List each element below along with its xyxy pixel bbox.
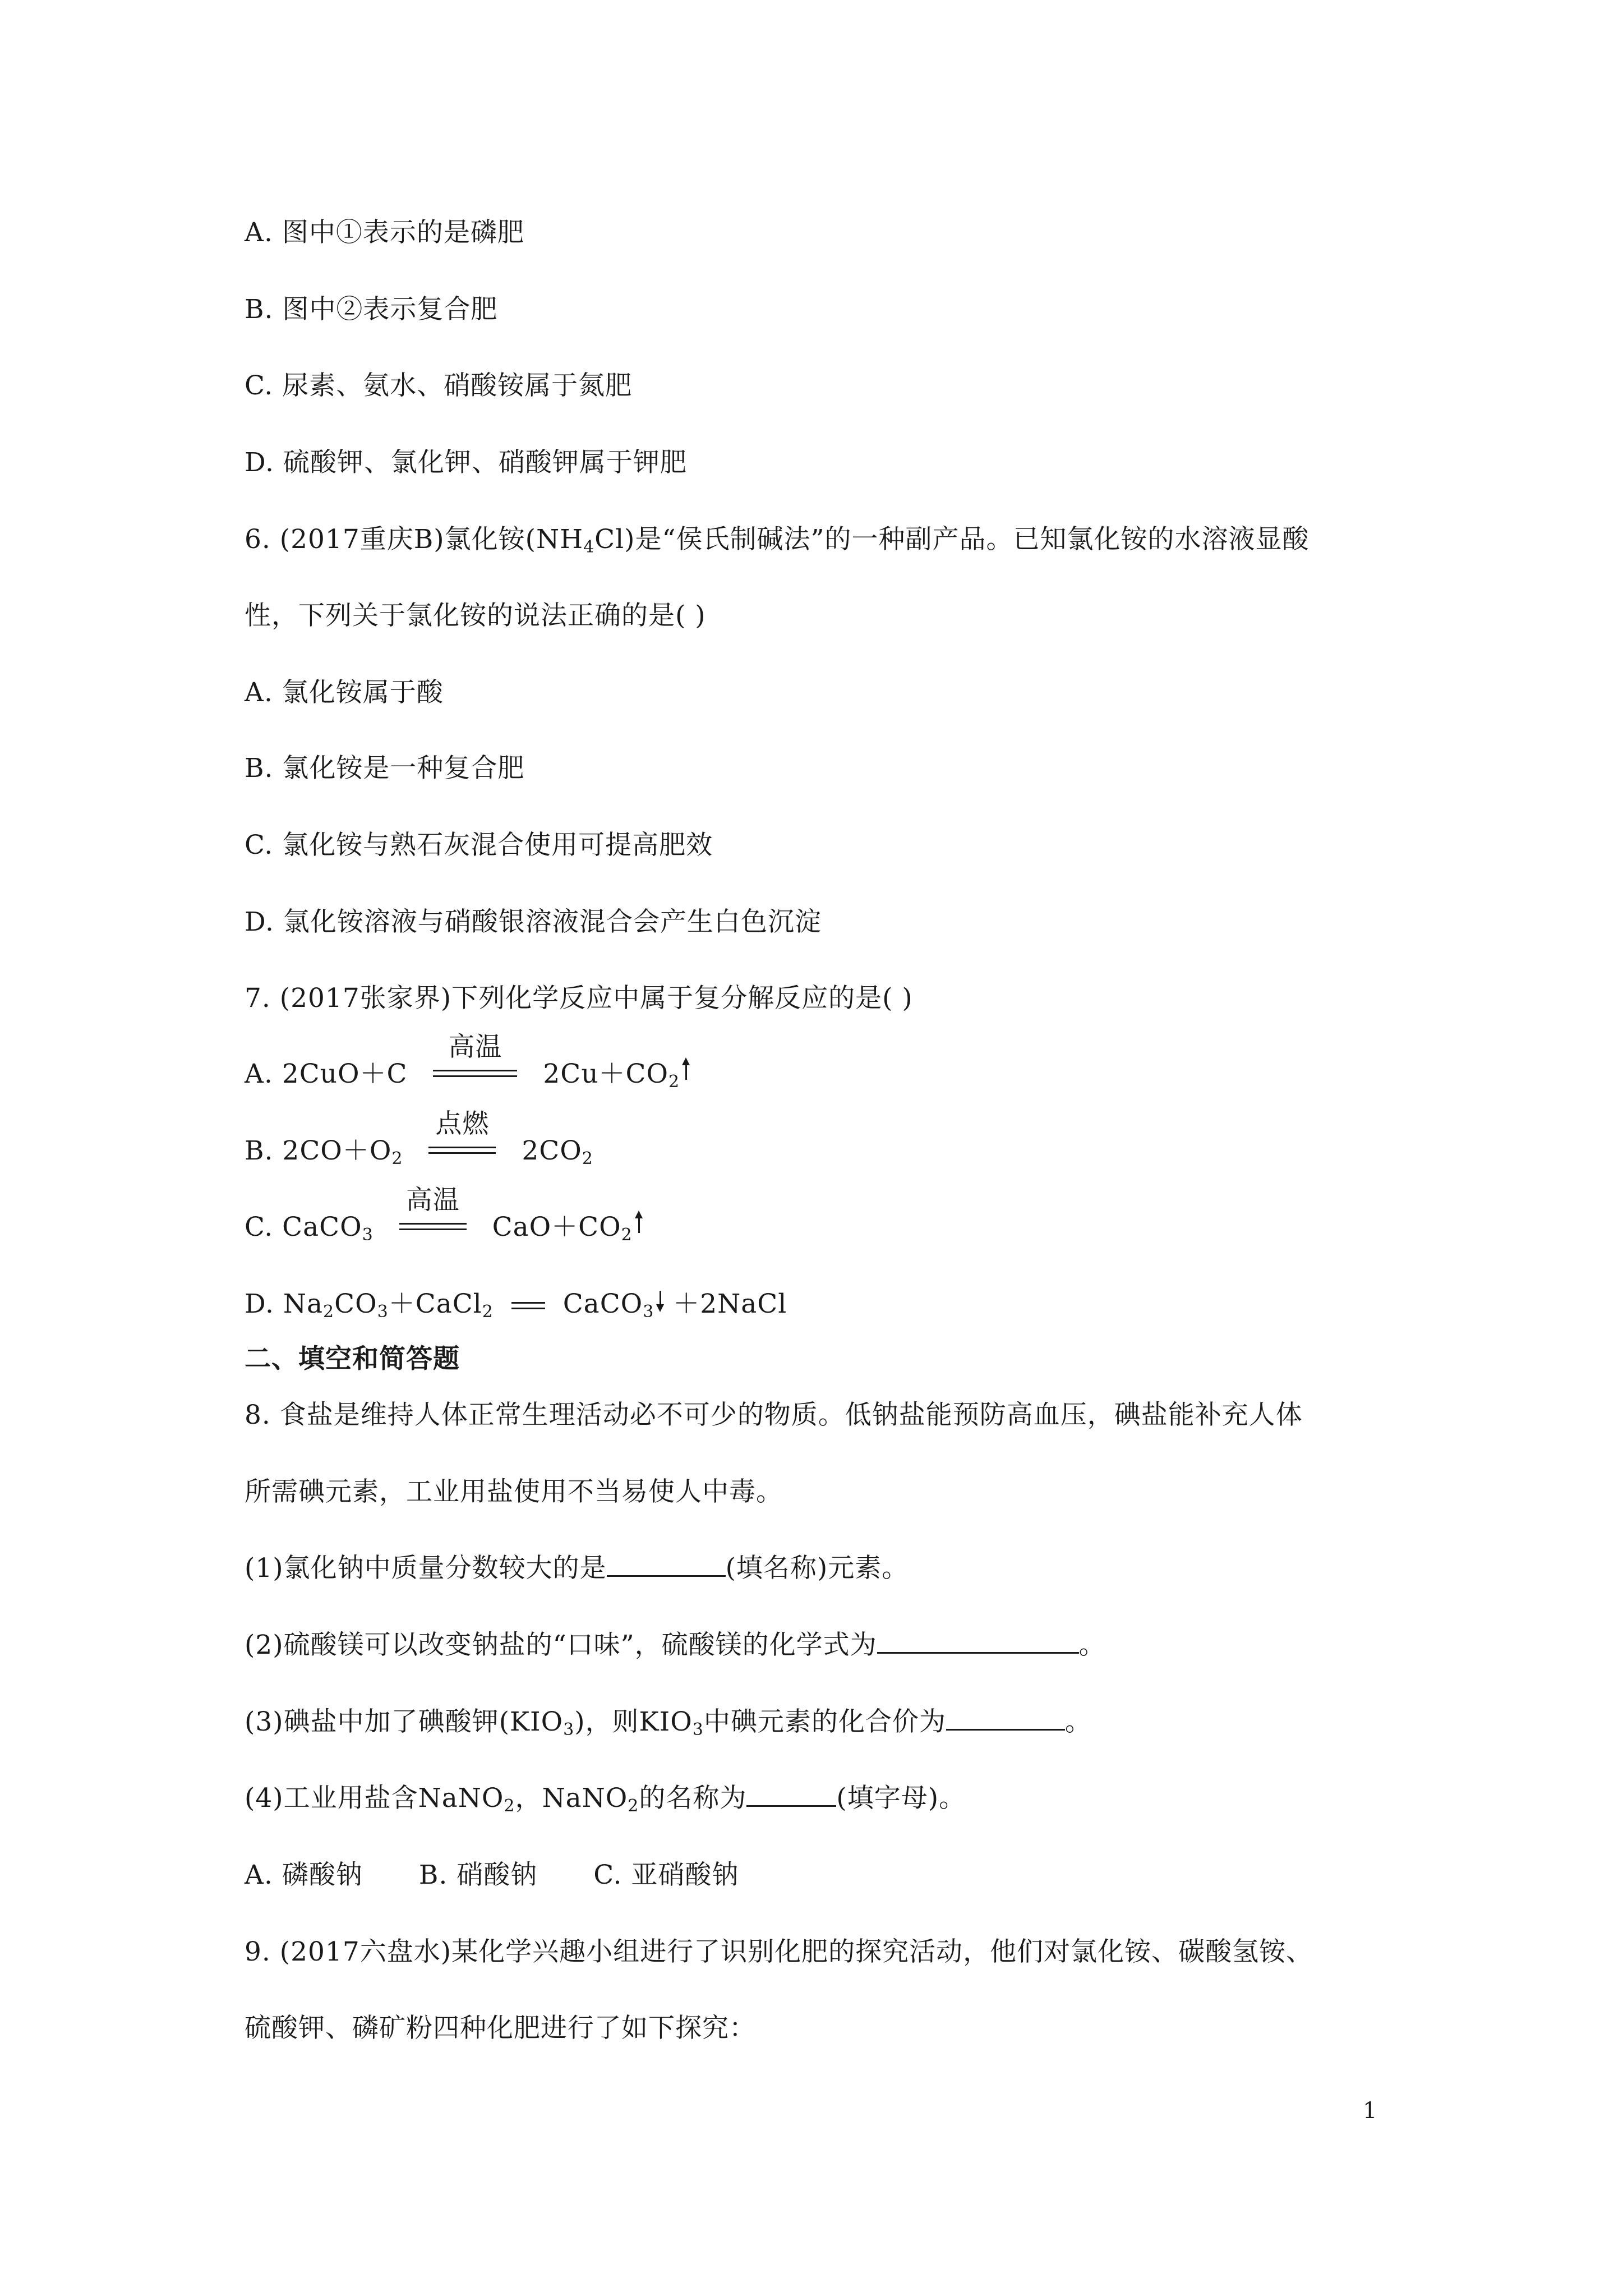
q7-option-c: C. CaCO$_3$ 高温 $CaO+CO_2$: [245, 1211, 643, 1244]
q9-stem-line2: 硫酸钾、磷矿粉四种化肥进行了如下探究：: [245, 2013, 756, 2044]
q6-option-c: C. 氯化铵与熟石灰混合使用可提高肥效: [245, 830, 713, 861]
q6-option-a: A. 氯化铵属于酸: [245, 677, 444, 708]
q7-stem: 7. (2017张家界)下列化学反应中属于复分解反应的是( ): [245, 983, 913, 1014]
equals-sign: [511, 1287, 545, 1321]
q8-stem-line2: 所需碘元素，工业用盐使用不当易使人中毒。: [245, 1476, 783, 1507]
q7-option-b: B. $2CO+O_2$ 点燃 $2CO_2$: [245, 1108, 593, 1168]
q5-option-b: B. 图中②表示复合肥: [245, 294, 498, 325]
answer-blank[interactable]: [607, 1552, 726, 1577]
q6-option-b: B. 氯化铵是一种复合肥: [245, 753, 525, 784]
reaction-condition: 高温: [399, 1211, 467, 1244]
q8-options: A. 磷酸钠 B. 硝酸钠 C. 亚硝酸钠: [245, 1860, 739, 1890]
q6-stem-line2: 性，下列关于氯化铵的说法正确的是( ): [245, 600, 706, 631]
section-heading: 二、填空和简答题: [245, 1343, 460, 1374]
q5-option-d: D. 硫酸钾、氯化钾、硝酸钾属于钾肥: [245, 447, 687, 478]
q5-option-a: A. 图中①表示的是磷肥: [245, 217, 524, 248]
page-number: 1: [1363, 2098, 1377, 2124]
q8-sub2: (2)硫酸镁可以改变钠盐的“口味”，硫酸镁的化学式为 。: [245, 1630, 1106, 1660]
q7-option-a: A. 2CuO＋C 高温 $2Cu+CO_2$: [245, 1057, 690, 1091]
q6-option-d: D. 氯化铵溶液与硝酸银溶液混合会产生白色沉淀: [245, 907, 822, 937]
precipitate-arrow-icon: [656, 1287, 664, 1310]
q9-stem-line1: 9. (2017六盘水)某化学兴趣小组进行了识别化肥的探究活动，他们对氯化铵、碳酸氢铵、: [245, 1936, 1313, 1967]
reaction-condition: 点燃: [428, 1134, 496, 1168]
q6-stem-line1: 6. (2017重庆B)氯化铵$(NH_4Cl)$是“侯氏制碱法”的一种副产品。已知氯化铵的水溶液显酸: [245, 524, 1310, 557]
q5-option-c: C. 尿素、氨水、硝酸铵属于氮肥: [245, 370, 633, 401]
q7-option-d: D. $Na_2CO_3+CaCl_2$ CaCO$_3$ ＋2NaCl: [245, 1289, 787, 1322]
reaction-condition: 高温: [433, 1057, 517, 1091]
q8-sub4: (4)工业用盐含NaNO$_2$，NaNO$_2$的名称为 (填字母)。: [245, 1783, 966, 1816]
q8-stem-line1: 8. 食盐是维持人体正常生理活动必不可少的物质。低钠盐能预防高血压，碘盐能补充人体: [245, 1400, 1303, 1430]
gas-arrow-icon: [682, 1057, 690, 1080]
q8-sub1: (1)氯化钠中质量分数较大的是 (填名称)元素。: [245, 1553, 909, 1584]
q8-sub3: (3)碘盐中加了碘酸钾$(KIO_3)$，则$KIO_3$中碘元素的化合价为 。: [245, 1706, 1092, 1740]
answer-blank[interactable]: [877, 1628, 1079, 1654]
gas-arrow-icon: [635, 1211, 643, 1233]
answer-blank[interactable]: [946, 1705, 1065, 1731]
answer-blank[interactable]: [746, 1782, 836, 1807]
